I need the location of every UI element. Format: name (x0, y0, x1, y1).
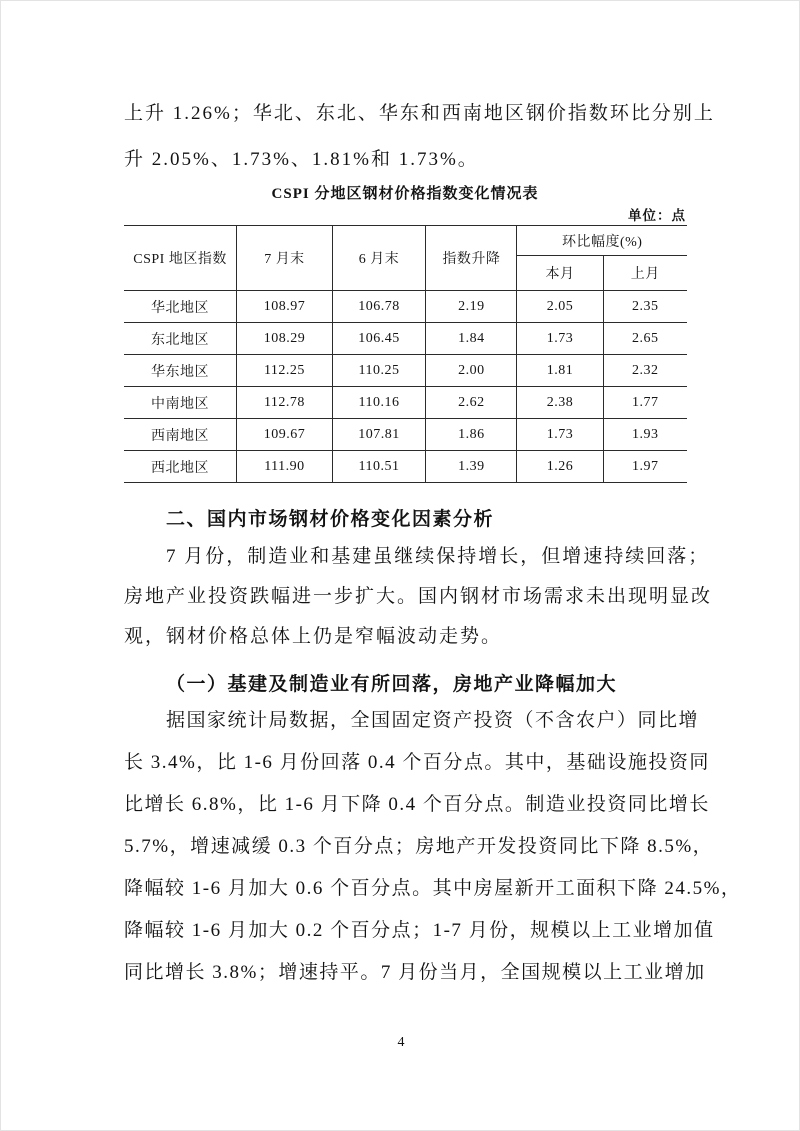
body-text-line: 7 月份，制造业和基建虽继续保持增长，但增速持续回落； (166, 546, 710, 567)
cell-change: 1.39 (426, 451, 517, 483)
cell-mom-last: 1.93 (603, 419, 687, 451)
cell-region: 东北地区 (124, 323, 237, 355)
cell-june: 110.51 (332, 451, 425, 483)
cell-mom-last: 1.97 (603, 451, 687, 483)
cell-change: 2.19 (426, 291, 517, 323)
cell-region: 华北地区 (124, 291, 237, 323)
cell-mom-this: 1.81 (517, 355, 603, 387)
table-header-change: 指数升降 (426, 226, 517, 291)
table-row (124, 451, 687, 483)
cell-mom-this: 1.73 (517, 419, 603, 451)
table-header-last-month: 上月 (603, 256, 687, 291)
cell-region: 华东地区 (124, 355, 237, 387)
cell-region: 中南地区 (124, 387, 237, 419)
cell-june: 110.16 (332, 387, 425, 419)
body-text-line: 升 2.05%、1.73%、1.81%和 1.73%。 (124, 149, 479, 170)
cell-july: 112.25 (237, 355, 333, 387)
cell-change: 2.00 (426, 355, 517, 387)
subsection-heading: （一）基建及制造业有所回落，房地产业降幅加大 (166, 674, 618, 695)
cell-july: 112.78 (237, 387, 333, 419)
table-unit-label: 单位：点 (628, 208, 686, 223)
table-header-july: 7 月末 (237, 226, 333, 291)
body-text-line: 房地产业投资跌幅进一步扩大。国内钢材市场需求未出现明显改 (124, 586, 713, 607)
body-text-line: 据国家统计局数据，全国固定资产投资（不含农户）同比增 (166, 710, 700, 731)
table-row (124, 323, 687, 355)
cspi-region-table (124, 225, 687, 483)
statistics-paragraph (124, 700, 742, 994)
table-header-june: 6 月末 (332, 226, 425, 291)
body-text-line: 降幅较 1-6 月加大 0.6 个百分点。其中房屋新开工面积下降 24.5%， (124, 878, 742, 899)
cell-mom-last: 1.77 (603, 387, 687, 419)
body-text-line: 5.7%，增速减缓 0.3 个百分点；房地产开发投资同比下降 8.5%， (124, 836, 714, 857)
cell-june: 106.78 (332, 291, 425, 323)
cell-july: 109.67 (237, 419, 333, 451)
table-row (124, 387, 687, 419)
cell-change: 1.84 (426, 323, 517, 355)
cell-july: 108.29 (237, 323, 333, 355)
cell-june: 107.81 (332, 419, 425, 451)
cell-mom-last: 2.65 (603, 323, 687, 355)
page-number: 4 (397, 1035, 405, 1050)
table-header-region: CSPI 地区指数 (124, 226, 237, 291)
intro-paragraph (124, 91, 715, 183)
cell-mom-last: 2.32 (603, 355, 687, 387)
cell-change: 1.86 (426, 419, 517, 451)
cell-mom-this: 1.26 (517, 451, 603, 483)
cell-mom-last: 2.35 (603, 291, 687, 323)
body-text-line: 降幅较 1-6 月加大 0.2 个百分点；1-7 月份，规模以上工业增加值 (124, 920, 715, 941)
section-heading: 二、国内市场钢材价格变化因素分析 (166, 509, 495, 530)
cell-region: 西北地区 (124, 451, 237, 483)
body-text-line: 比增长 6.8%，比 1-6 月下降 0.4 个百分点。制造业投资同比增长 (124, 794, 710, 815)
table-row (124, 355, 687, 387)
cell-mom-this: 1.73 (517, 323, 603, 355)
body-text-line: 观，钢材价格总体上仍是窄幅波动走势。 (124, 626, 503, 647)
table-row (124, 419, 687, 451)
table-title: CSPI 分地区钢材价格指数变化情况表 (271, 186, 539, 202)
table-row (124, 291, 687, 323)
cell-change: 2.62 (426, 387, 517, 419)
cell-july: 111.90 (237, 451, 333, 483)
table-header-this-month: 本月 (517, 256, 603, 291)
cell-july: 108.97 (237, 291, 333, 323)
cell-june: 110.25 (332, 355, 425, 387)
body-text-line: 长 3.4%，比 1-6 月份回落 0.4 个百分点。其中，基础设施投资同 (124, 752, 710, 773)
cell-mom-this: 2.38 (517, 387, 603, 419)
cell-june: 106.45 (332, 323, 425, 355)
cell-mom-this: 2.05 (517, 291, 603, 323)
body-text-line: 同比增长 3.8%；增速持平。7 月份当月，全国规模以上工业增加 (124, 962, 706, 983)
body-text-line: 上升 1.26%；华北、东北、华东和西南地区钢价指数环比分别上 (124, 103, 715, 124)
table-header-mom-group: 环比幅度(%) (517, 226, 687, 256)
cell-region: 西南地区 (124, 419, 237, 451)
factor-analysis-paragraph (124, 537, 713, 657)
